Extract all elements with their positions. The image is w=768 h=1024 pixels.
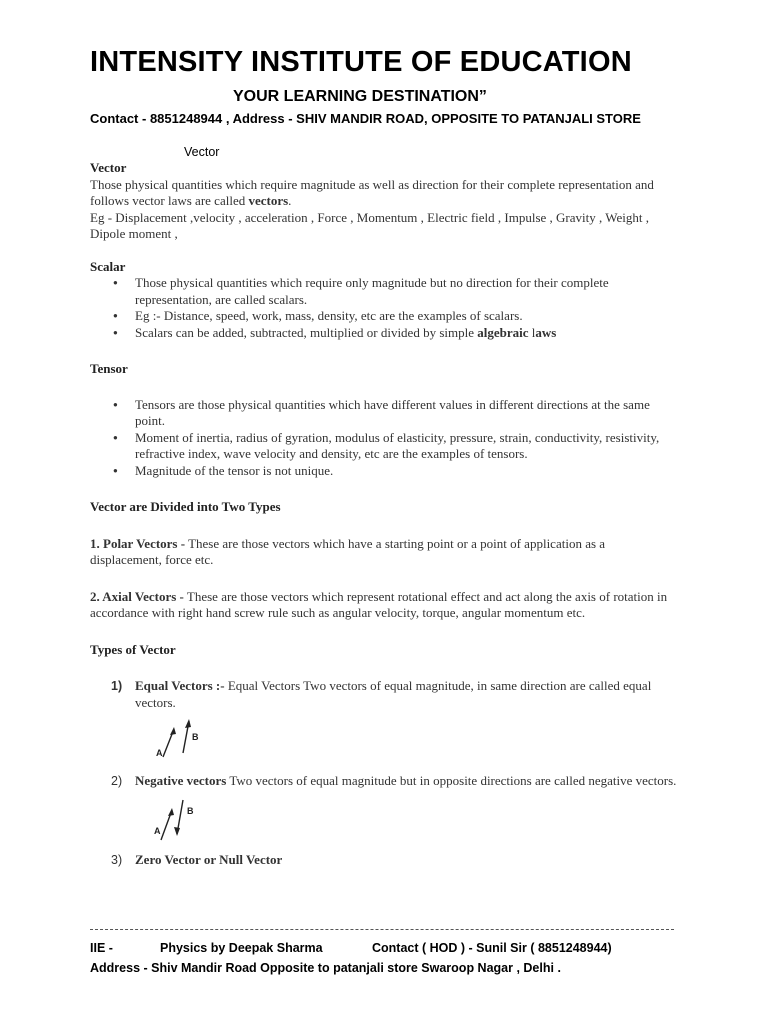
tensor-heading: Tensor xyxy=(90,361,128,376)
list-marker: 2) xyxy=(111,774,123,788)
scalar-section xyxy=(90,259,680,342)
negative-vectors-arrows xyxy=(147,794,217,846)
polar-vectors-label: 1. Polar Vectors - xyxy=(90,535,186,551)
vector-heading: Vector xyxy=(90,160,127,175)
scalar-list xyxy=(90,275,680,341)
vector-definition xyxy=(90,177,680,210)
scalar-heading: Scalar xyxy=(90,258,126,274)
divided-heading: Vector are Divided into Two Types xyxy=(90,499,281,514)
vector-definition-end: . xyxy=(288,193,292,208)
scalar-bullet-1: ● Those physical quantities which require only magnitude but no direction for their complete representation, are called scalars. xyxy=(135,275,680,308)
types-of-vector-section xyxy=(90,642,680,869)
vector-examples: Eg - Displacement ,velocity , acceleration , Force , Momentum , Electric field , Impulse , Gravity , Weight , Dipole moment , xyxy=(90,209,649,241)
negative-vectors-text: Two vectors of equal magnitude but in opposite directions are called negative vectors. xyxy=(226,773,677,788)
vector-b-label: B xyxy=(192,732,199,742)
type-equal-vectors xyxy=(111,678,680,767)
equal-vectors-label: Equal Vectors :- xyxy=(135,678,225,693)
scalar-bullet-3-text: Scalars can be added, subtracted, multiplied or divided by simple xyxy=(135,324,478,340)
tensor-bullet-2: ● Moment of inertia, radius of gyration, modulus of elasticity, pressure, strain, conductivity, resistivity, refractive index, wave velocity and density, etc are the examples of tensors. xyxy=(135,430,680,463)
negative-vectors-label: Negative vectors xyxy=(135,773,227,788)
tensor-bullet-1: ● Tensors are those physical quantities which have different values in different directions at the same point. xyxy=(135,397,680,430)
types-list xyxy=(90,678,680,868)
types-heading: Types of Vector xyxy=(90,641,176,657)
scalar-bullet-3-after: l xyxy=(528,324,536,340)
tensor-section xyxy=(90,361,680,479)
tensor-bullet-3: ● Magnitude of the tensor is not unique. xyxy=(135,463,680,480)
type-negative-vectors xyxy=(111,773,680,846)
footer-teacher: Physics by Deepak Sharma xyxy=(160,941,323,955)
list-marker: 3) xyxy=(111,852,123,867)
scalar-bullet-3-bold: algebraic xyxy=(477,324,529,340)
vector-definition-text: Those physical quantities which require magnitude as well as direction for their complete representation and follows vector laws are called xyxy=(90,176,654,208)
type-zero-vector xyxy=(111,851,680,869)
footer-contact: Contact ( HOD ) - Sunil Sir ( 8851248944) xyxy=(372,941,612,955)
document-body xyxy=(90,160,680,868)
vector-a-label: A xyxy=(156,748,163,758)
list-marker: 1) xyxy=(111,679,123,693)
document-heading: Vector xyxy=(184,145,220,159)
axial-vectors-text: These are those vectors which represent rotational effect and act along the axis of rotation in accordance with right hand screw rule such as angular velocity, torque, angular momentum etc. xyxy=(90,588,668,620)
equal-vectors-figure xyxy=(147,715,680,767)
axial-vectors-label: 2. Axial Vectors - xyxy=(90,588,184,604)
contact-line: Contact - 8851248944 , Address - SHIV MANDIR ROAD, OPPOSITE TO PATANJALI STORE xyxy=(90,111,641,126)
vector-a-label: A xyxy=(154,825,161,836)
vector-b-label: B xyxy=(187,805,194,816)
negative-vectors-figure xyxy=(147,794,680,846)
tagline: YOUR LEARNING DESTINATION” xyxy=(233,88,487,105)
vector-types-intro xyxy=(90,499,680,622)
axial-vectors-paragraph xyxy=(90,589,680,622)
equal-vectors-arrows xyxy=(147,715,217,767)
footer-iie: IIE - xyxy=(90,941,113,955)
footer-address: Address - Shiv Mandir Road Opposite to patanjali store Swaroop Nagar , Delhi . xyxy=(90,961,561,975)
footer-divider xyxy=(90,929,674,930)
vector-definition-bold: vectors xyxy=(248,193,289,208)
vector-section xyxy=(90,160,680,243)
scalar-bullet-3-bold-end: aws xyxy=(535,324,557,340)
polar-vectors-paragraph xyxy=(90,536,680,569)
equal-vectors-text: Equal Vectors Two vectors of equal magnitude, in same direction are called equal vectors. xyxy=(135,678,652,710)
polar-vectors-text: These are those vectors which have a starting point or a point of application as a displacement, force etc. xyxy=(90,535,606,567)
tensor-list xyxy=(90,397,680,480)
zero-vector-label: Zero Vector or Null Vector xyxy=(135,851,283,867)
scalar-bullet-2: ● Eg :- Distance, speed, work, mass, density, etc are the examples of scalars. xyxy=(135,308,680,325)
scalar-bullet-3 xyxy=(135,325,680,342)
institute-title: INTENSITY INSTITUTE OF EDUCATION xyxy=(90,46,632,78)
